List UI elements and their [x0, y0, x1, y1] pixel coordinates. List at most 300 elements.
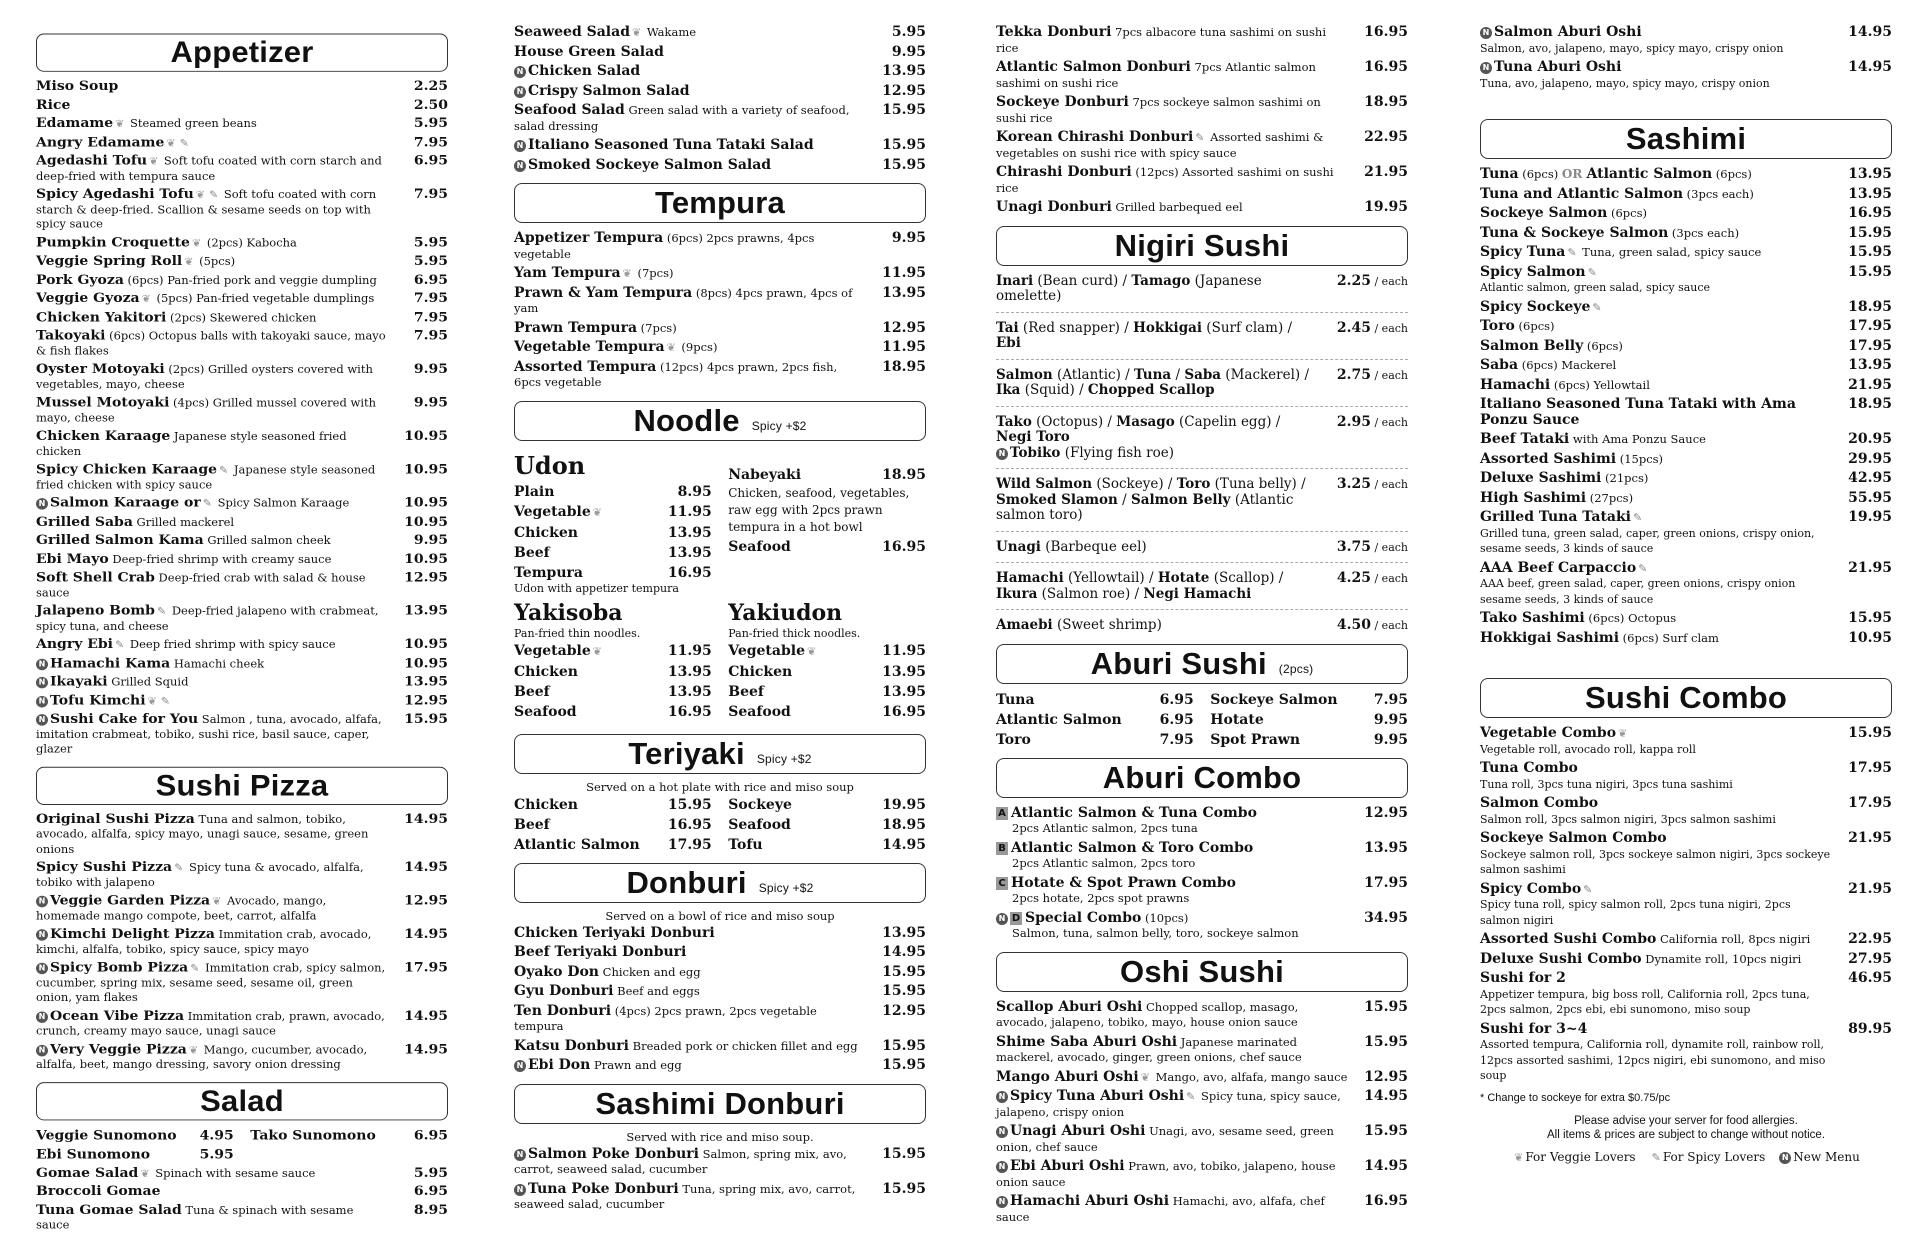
- item-name: Yam Tempura: [514, 265, 621, 281]
- menu-item: [1480, 25, 1892, 56]
- pepper-icon: ✎: [1195, 131, 1205, 144]
- pair-right: [1210, 712, 1408, 728]
- item-price: 13.95: [882, 63, 926, 79]
- item-price: 10.95: [404, 495, 448, 511]
- name-wrap: [514, 643, 604, 660]
- menu-item: [36, 571, 448, 601]
- sushi-pizza-header: [36, 766, 448, 804]
- item-desc: (9pcs): [677, 340, 718, 354]
- item-desc: (2pcs) Skewered chicken: [166, 310, 317, 324]
- pair-left: [514, 817, 712, 833]
- pepper-icon: ✎: [115, 638, 125, 652]
- item-name: Spot Prawn: [1210, 731, 1301, 748]
- item-name: Soft Shell Crab: [36, 569, 155, 586]
- item-desc: Tuna roll, 3pcs tuna nigiri, 3pcs tuna sashimi: [1480, 777, 1733, 791]
- item-name: Veggie Sunomono: [36, 1127, 177, 1143]
- menu-item: [36, 638, 448, 653]
- item-name: Italiano Seasoned Tuna Tataki with Ama Ponzu Sauce: [1480, 396, 1796, 428]
- item-name: Takoyaki: [36, 327, 106, 344]
- menu-item: [36, 396, 448, 426]
- item-desc: Assorted tempura, California roll, dynamite roll, rainbow roll, 12pcs assorted sashimi, 12pcs nigiri, ebi sunomono, and miso soup: [1480, 1038, 1826, 1082]
- item-price: 16.95: [1848, 205, 1892, 221]
- item-desc: Japanese style seasoned fried chicken with spicy sauce: [36, 462, 376, 491]
- sashimi-header: [1480, 119, 1892, 159]
- item-price: 13.95: [667, 524, 712, 541]
- new-menu-icon: N: [36, 1044, 48, 1055]
- item-price: 10.95: [404, 551, 448, 567]
- item-desc: Salmon roll, 3pcs salmon nigiri, 3pcs salmon sashimi: [1480, 812, 1776, 826]
- item-name: Atlantic Salmon: [514, 836, 640, 853]
- item-price: 16.95: [882, 703, 926, 720]
- item-desc: (27pcs): [1586, 490, 1634, 505]
- leaf-icon: ❦: [1618, 727, 1628, 740]
- item-price: 5.95: [199, 1146, 234, 1162]
- item-price: [1337, 618, 1408, 634]
- appetizer-header: [36, 34, 448, 72]
- item-name: Tako Sunomono: [250, 1127, 376, 1143]
- menu-item: [36, 1166, 448, 1181]
- item-desc: 2pcs Atlantic salmon, 2pcs toro: [1012, 856, 1196, 870]
- udon-row: [514, 545, 712, 561]
- noodle-header: [514, 401, 926, 441]
- item-name: Sockeye Salmon Combo: [1480, 830, 1667, 846]
- item-name: Broccoli Gomae: [36, 1183, 161, 1199]
- item-desc: Deep-fried shrimp with creamy sauce: [108, 552, 332, 566]
- item-price: 15.95: [1364, 1123, 1408, 1139]
- combo-item: [996, 911, 1408, 942]
- sushi-combo-header: [1480, 678, 1892, 718]
- leaf-icon: ❦: [1140, 1070, 1150, 1084]
- nabeyaki-desc: Chicken, seafood, vegetables, raw egg with 2pcs prawn tempura in a hot bowl: [728, 485, 910, 534]
- pair-right: [1210, 732, 1408, 748]
- menu-item: [996, 1000, 1408, 1031]
- teriyaki-note: Spicy +$2: [756, 751, 812, 766]
- menu-item: [36, 712, 448, 756]
- item-desc: Spicy tuna roll, spicy salmon roll, 2pcs tuna nigiri, 2pcs salmon nigiri: [1480, 898, 1791, 927]
- menu-item: [36, 515, 448, 530]
- aburi-row: [996, 692, 1408, 708]
- item-name: Salmon Aburi Oshi: [1494, 24, 1642, 40]
- combo-item: [996, 876, 1408, 907]
- new-menu-icon: N: [514, 1184, 526, 1196]
- menu-item: [514, 45, 926, 61]
- item-price: 9.95: [1373, 731, 1408, 748]
- nigiri-row: [996, 618, 1408, 634]
- menu-item: [36, 496, 448, 511]
- aburi-combo-header: [996, 758, 1408, 798]
- menu-item: [514, 158, 926, 174]
- each-label: / each: [1370, 540, 1408, 554]
- item-name: Seaweed Salad: [514, 24, 630, 40]
- pair-left: [996, 732, 1194, 748]
- item-name: Sockeye: [728, 796, 792, 813]
- new-menu-icon: N: [514, 1060, 526, 1072]
- item-price: 5.95: [413, 1164, 448, 1181]
- item-desc: 7pcs albacore tuna sashimi on sushi rice: [996, 25, 1327, 55]
- item-name: Tuna: [1480, 166, 1519, 182]
- item-name: Hotate: [1210, 711, 1264, 728]
- nigiri-row: [996, 415, 1408, 470]
- leaf-icon: ❦: [1514, 1150, 1524, 1164]
- item-price: 13.95: [882, 924, 926, 941]
- new-menu-icon: N: [36, 963, 48, 974]
- name-wrap: [728, 643, 818, 660]
- item-price: 17.95: [1364, 874, 1408, 891]
- item-name: Chicken: [514, 524, 578, 541]
- price-value: 4.50: [1336, 617, 1371, 633]
- item-price: 16.95: [1364, 59, 1408, 75]
- item-desc: Grilled mackerel: [132, 514, 235, 529]
- menu-item: [36, 254, 448, 269]
- item-price: 21.95: [1848, 880, 1892, 897]
- item-name: Sockeye Salmon: [1480, 205, 1608, 221]
- item-price: 12.95: [1364, 804, 1408, 821]
- column-1: [36, 24, 448, 1237]
- item-desc: Green salad with a variety of seafood, salad dressing: [514, 103, 850, 133]
- menu-item: [996, 1035, 1408, 1066]
- item-name: Atlantic Salmon: [996, 711, 1122, 728]
- item-desc: Hamachi cheek: [170, 656, 265, 670]
- item-price: 13.95: [882, 284, 926, 301]
- nigiri-row: [996, 274, 1408, 313]
- pepper-icon: ✎: [202, 497, 212, 510]
- menu-item: [514, 965, 926, 981]
- price-value: 2.25: [1336, 272, 1371, 289]
- item-price: 7.95: [413, 327, 448, 344]
- item-price: 5.95: [413, 253, 448, 269]
- yakisoba-row: [514, 664, 712, 680]
- pair-right: [728, 797, 926, 813]
- new-menu-icon: N: [36, 677, 48, 688]
- item-price: 55.95: [1848, 489, 1892, 506]
- item-name: Tuna: [996, 691, 1035, 708]
- item-price: 10.95: [404, 655, 448, 671]
- aburi-header: [996, 644, 1408, 684]
- menu-item: [514, 1182, 926, 1213]
- price-value: 3.25: [1336, 476, 1371, 492]
- item-name: Korean Chirashi Donburi: [996, 129, 1194, 145]
- item-desc: Hamachi, avo, alfafa, chef sauce: [996, 1194, 1325, 1224]
- item-desc: Tuna, green salad, spicy sauce: [1578, 245, 1762, 259]
- item-price: 9.95: [1373, 711, 1408, 728]
- aburi-row: [996, 712, 1408, 728]
- menu-item: [996, 1124, 1408, 1155]
- item-price: 15.95: [882, 963, 926, 980]
- nigiri-title: Nigiri Sushi: [1114, 227, 1290, 263]
- item-name: Vegetable: [728, 642, 805, 659]
- menu-item: [1480, 796, 1892, 827]
- item-name: Prawn Tempura: [514, 319, 638, 336]
- item-price: 13.95: [1848, 185, 1892, 202]
- item-price: 5.95: [413, 234, 448, 251]
- new-menu-icon: N: [996, 1161, 1008, 1173]
- item-desc: (6pcs): [1514, 319, 1555, 333]
- udon-row: [514, 565, 712, 581]
- item-desc: (4pcs) Grilled mussel covered with mayo, cheese: [36, 395, 377, 425]
- item-desc: (6pcs) Surf clam: [1619, 630, 1719, 645]
- price-value: 2.45: [1336, 319, 1371, 336]
- menu-item: [1480, 319, 1892, 335]
- pepper-icon: ✎: [1633, 511, 1643, 524]
- pair-left: [514, 797, 712, 813]
- item-price: 19.95: [882, 796, 926, 813]
- item-name: Deluxe Sushi Combo: [1480, 950, 1642, 967]
- item-name: Seafood: [728, 816, 791, 833]
- yakiudon-row: [728, 643, 926, 660]
- item-desc: Salmon, avo, jalapeno, mayo, spicy mayo, crispy onion: [1480, 41, 1784, 55]
- item-price: 6.95: [413, 153, 448, 169]
- combo-letter: A: [996, 807, 1008, 820]
- leaf-icon: ❦: [806, 644, 817, 658]
- menu-item: [36, 273, 448, 288]
- item-desc: Deep-fried jalapeno with crabmeat, spicy tuna, and cheese: [36, 604, 379, 633]
- legend-new: [1779, 1150, 1860, 1164]
- item-price: 18.95: [1848, 396, 1892, 412]
- item-price: 14.95: [404, 1008, 448, 1024]
- item-price: 15.95: [882, 1037, 926, 1054]
- leaf-icon: ❦: [184, 255, 194, 268]
- menu-item: [1480, 452, 1892, 468]
- menu-item: [996, 200, 1408, 216]
- item-desc: Mango, cucumber, avocado, alfalfa, beet, mango dressing, savory onion dressing: [36, 1042, 368, 1071]
- item-price: 21.95: [1364, 164, 1408, 180]
- new-menu-icon: N: [514, 1149, 526, 1161]
- sashimi-title: Sashimi: [1625, 121, 1747, 156]
- item-price: 15.95: [404, 711, 448, 727]
- nabeyaki-block: [728, 449, 926, 598]
- menu-item: [1480, 932, 1892, 948]
- item-desc: (12pcs) Assorted sashimi on sushi rice: [996, 165, 1334, 195]
- menu-item: [1480, 631, 1892, 647]
- nigiri-row: [996, 321, 1408, 360]
- item-name: Unagi Donburi: [996, 199, 1112, 215]
- menu-item: [1480, 339, 1892, 355]
- item-name: Veggie Garden Pizza: [50, 892, 211, 909]
- legend-spicy: [1650, 1150, 1766, 1164]
- item-price: 11.95: [882, 642, 926, 659]
- item-desc: Chicken and egg: [598, 964, 701, 979]
- menu-item: [514, 1004, 926, 1035]
- menu-item: [36, 187, 448, 231]
- item-price: 12.95: [404, 692, 448, 708]
- item-desc: California roll, 8pcs nigiri: [1656, 932, 1811, 946]
- yakiudon-block: [728, 598, 926, 724]
- leaf-icon: ❦: [141, 292, 151, 306]
- item-desc: (6pcs) Octopus balls with takoyaki sauce, mayo & fish flakes: [36, 328, 386, 358]
- item-name: Hamachi: [1480, 376, 1551, 393]
- item-desc: Steamed green beans: [126, 116, 257, 131]
- menu-item: [514, 1039, 926, 1055]
- item-name: Hokkigai Sashimi: [1480, 629, 1620, 646]
- allergy-notice: [1480, 1114, 1892, 1142]
- item-price: 14.95: [882, 836, 926, 853]
- nigiri-names: Tako (Octopus) / Masago (Capelin egg) / Negi Toro N Tobiko (Flying fish roe): [996, 413, 1281, 461]
- menu-item: [996, 130, 1408, 161]
- item-desc: (6pcs) 2pcs prawns, 4pcs vegetable: [514, 231, 815, 261]
- nigiri-names: Tai (Red snapper) / Hokkigai (Surf clam) / Ebi: [996, 319, 1293, 351]
- item-price: 9.95: [891, 43, 926, 60]
- item-price: 12.95: [404, 892, 448, 909]
- pair-left: [996, 692, 1194, 708]
- spacer: [1480, 650, 1892, 668]
- item-price: 15.95: [1848, 263, 1892, 280]
- item-price: 14.95: [404, 811, 448, 827]
- item-price: [1337, 274, 1408, 290]
- item-price: 18.95: [1848, 298, 1892, 315]
- new-menu-icon: N: [36, 1011, 48, 1022]
- menu-item: [36, 927, 448, 957]
- item-name: Atlantic Salmon Donburi: [996, 59, 1191, 75]
- legend-spicy-label: For Spicy Lovers: [1662, 1149, 1766, 1164]
- item-price: 17.95: [1848, 795, 1892, 811]
- item-price: 42.95: [1848, 470, 1892, 486]
- udon-row: [514, 504, 712, 521]
- menu-item: [1480, 761, 1892, 792]
- menu-item: [36, 117, 448, 132]
- item-price: 89.95: [1848, 1020, 1892, 1037]
- new-menu-icon: N: [36, 658, 48, 669]
- pepper-icon: ✎: [1186, 1090, 1196, 1103]
- menu-item: [1480, 187, 1892, 203]
- new-menu-icon: N: [36, 696, 48, 707]
- item-desc: Soft tofu coated with corn starch & deep-fried. Scallion & sesame seeds on top with spicy sauce: [36, 187, 377, 231]
- seafood-row: [728, 539, 926, 555]
- menu-item: [36, 894, 448, 924]
- item-price: 6.95: [413, 1183, 448, 1199]
- each-label: / each: [1370, 572, 1408, 585]
- menu-item: [514, 103, 926, 134]
- nigiri-header: [996, 226, 1408, 266]
- menu-item: [1480, 432, 1892, 448]
- item-name: Chicken Salad: [528, 63, 641, 79]
- item-name: Oyster Motoyaki: [36, 361, 165, 377]
- yakisoba-title: Yakisoba: [514, 599, 623, 626]
- pepper-icon: ✎: [1638, 561, 1648, 575]
- item-name: Grilled Salmon Kama: [36, 532, 204, 548]
- salad-header: [36, 1082, 448, 1120]
- item-desc: Avocado, mango, homemade mango compote, beet, carrot, alfalfa: [36, 893, 327, 923]
- yakisoba-row: [514, 643, 712, 660]
- each-label: / each: [1370, 368, 1408, 382]
- item-price: 21.95: [1848, 559, 1892, 576]
- item-name: Toro: [996, 731, 1031, 748]
- item-desc: (7pcs): [637, 320, 677, 335]
- item-name: Chirashi Donburi: [996, 164, 1132, 180]
- item-price: 8.95: [677, 483, 712, 500]
- menu-item: [36, 135, 448, 150]
- item-desc: Japanese marinated mackerel, avocado, ginger, green onions, chef sauce: [996, 1034, 1302, 1064]
- item-name: Assorted Sashimi: [1480, 450, 1617, 467]
- item-name: Sushi Cake for You: [50, 711, 199, 727]
- pair-right: [250, 1147, 448, 1162]
- item-price: 10.95: [404, 428, 448, 444]
- item-desc: (6pcs) Mackerel: [1518, 358, 1617, 372]
- menu-item: [36, 236, 448, 251]
- pepper-icon: ✎: [1651, 1150, 1661, 1164]
- item-price: 15.95: [882, 1057, 926, 1073]
- item-price: 9.95: [891, 230, 926, 246]
- item-name: Ebi Mayo: [36, 551, 109, 567]
- item-desc: Chopped scallop, masago, avocado, jalapeno, tobiko, mayo, house onion sauce: [996, 999, 1299, 1029]
- menu-item: [1480, 471, 1892, 487]
- item-desc: Soft tofu coated with corn starch and deep-fried with tempura sauce: [36, 154, 382, 183]
- item-desc: Spicy tuna, spicy sauce, jalapeno, crispy onion: [996, 1089, 1341, 1119]
- item-desc: with Ama Ponzu Sauce: [1569, 432, 1706, 446]
- menu-item: [514, 286, 926, 317]
- item-price: 15.95: [1848, 725, 1892, 741]
- item-desc: (7pcs): [633, 266, 674, 280]
- menu-item: [514, 266, 926, 282]
- menu-item: [36, 98, 448, 113]
- item-name: Atlantic Salmon & Tuna Combo: [1011, 804, 1257, 821]
- combo-item: [996, 806, 1408, 837]
- item-name: Gyu Donburi: [514, 983, 614, 999]
- item-price: 14.95: [404, 1041, 448, 1057]
- pepper-icon: ✎: [1592, 300, 1602, 314]
- leaf-icon: ❦: [191, 236, 202, 250]
- item-price: 5.95: [413, 115, 448, 132]
- new-menu-icon: N: [996, 1126, 1008, 1138]
- leaf-icon: ❦: [147, 694, 157, 707]
- leaf-icon: ❦: [666, 341, 676, 354]
- item-name: Vegetable: [514, 642, 591, 659]
- nigiri-names: Amaebi (Sweet shrimp): [996, 617, 1162, 633]
- item-price: 16.95: [882, 538, 926, 555]
- noodle-grid: [514, 449, 926, 598]
- leaf-icon: ❦: [188, 1043, 199, 1056]
- pepper-icon: ✎: [174, 861, 184, 874]
- teriyaki-subtitle: Served on a hot plate with rice and miso soup: [586, 779, 854, 794]
- item-name: Chicken: [514, 663, 578, 680]
- item-price: 17.95: [404, 959, 448, 976]
- item-name: Jalapeno Bomb: [36, 603, 155, 619]
- item-name: Tuna & Sockeye Salmon: [1480, 224, 1669, 241]
- pepper-icon: ✎: [219, 463, 229, 477]
- item-name: Ikayaki: [50, 674, 108, 690]
- yakiudon-row: [728, 684, 926, 700]
- item-name: AAA Beef Carpaccio: [1480, 559, 1637, 576]
- item-name: Salmon Combo: [1480, 795, 1599, 811]
- item-desc: (5pcs): [195, 254, 236, 268]
- item-name: Tuna Gomae Salad: [36, 1202, 182, 1218]
- item-desc-alt: (6pcs): [1712, 167, 1752, 181]
- item-name: Ebi Don: [528, 1057, 591, 1073]
- item-desc: Grilled tuna, green salad, caper, green onions, crispy onion, sesame seeds, 3 kinds of sauce: [1480, 526, 1815, 555]
- item-name: Sockeye Donburi: [996, 94, 1129, 110]
- item-price: 21.95: [1848, 830, 1892, 846]
- salad-row: [36, 1128, 448, 1143]
- item-name: Ebi Sunomono: [36, 1146, 151, 1162]
- item-price: 12.95: [1364, 1068, 1408, 1085]
- salad-row: [36, 1147, 448, 1162]
- menu-item: [36, 1009, 448, 1039]
- item-price: 15.95: [667, 796, 712, 813]
- aburi-title: Aburi Sushi: [1090, 645, 1267, 681]
- menu-item: [36, 860, 448, 890]
- leaf-icon: ❦: [166, 136, 176, 149]
- item-price: 19.95: [1848, 509, 1892, 525]
- noodle-title: Noodle: [633, 402, 740, 438]
- menu-item: [1480, 226, 1892, 242]
- item-name: Spicy Sockeye: [1480, 298, 1591, 315]
- leaf-icon: ❦: [115, 117, 125, 131]
- item-desc: 7pcs Atlantic salmon sashimi on sushi rice: [996, 60, 1316, 90]
- item-name: Ten Donburi: [514, 1002, 612, 1019]
- item-price: 9.95: [413, 532, 448, 548]
- yakisoba-row: [514, 704, 712, 720]
- menu-item: [36, 812, 448, 856]
- teriyaki-row: [514, 797, 926, 813]
